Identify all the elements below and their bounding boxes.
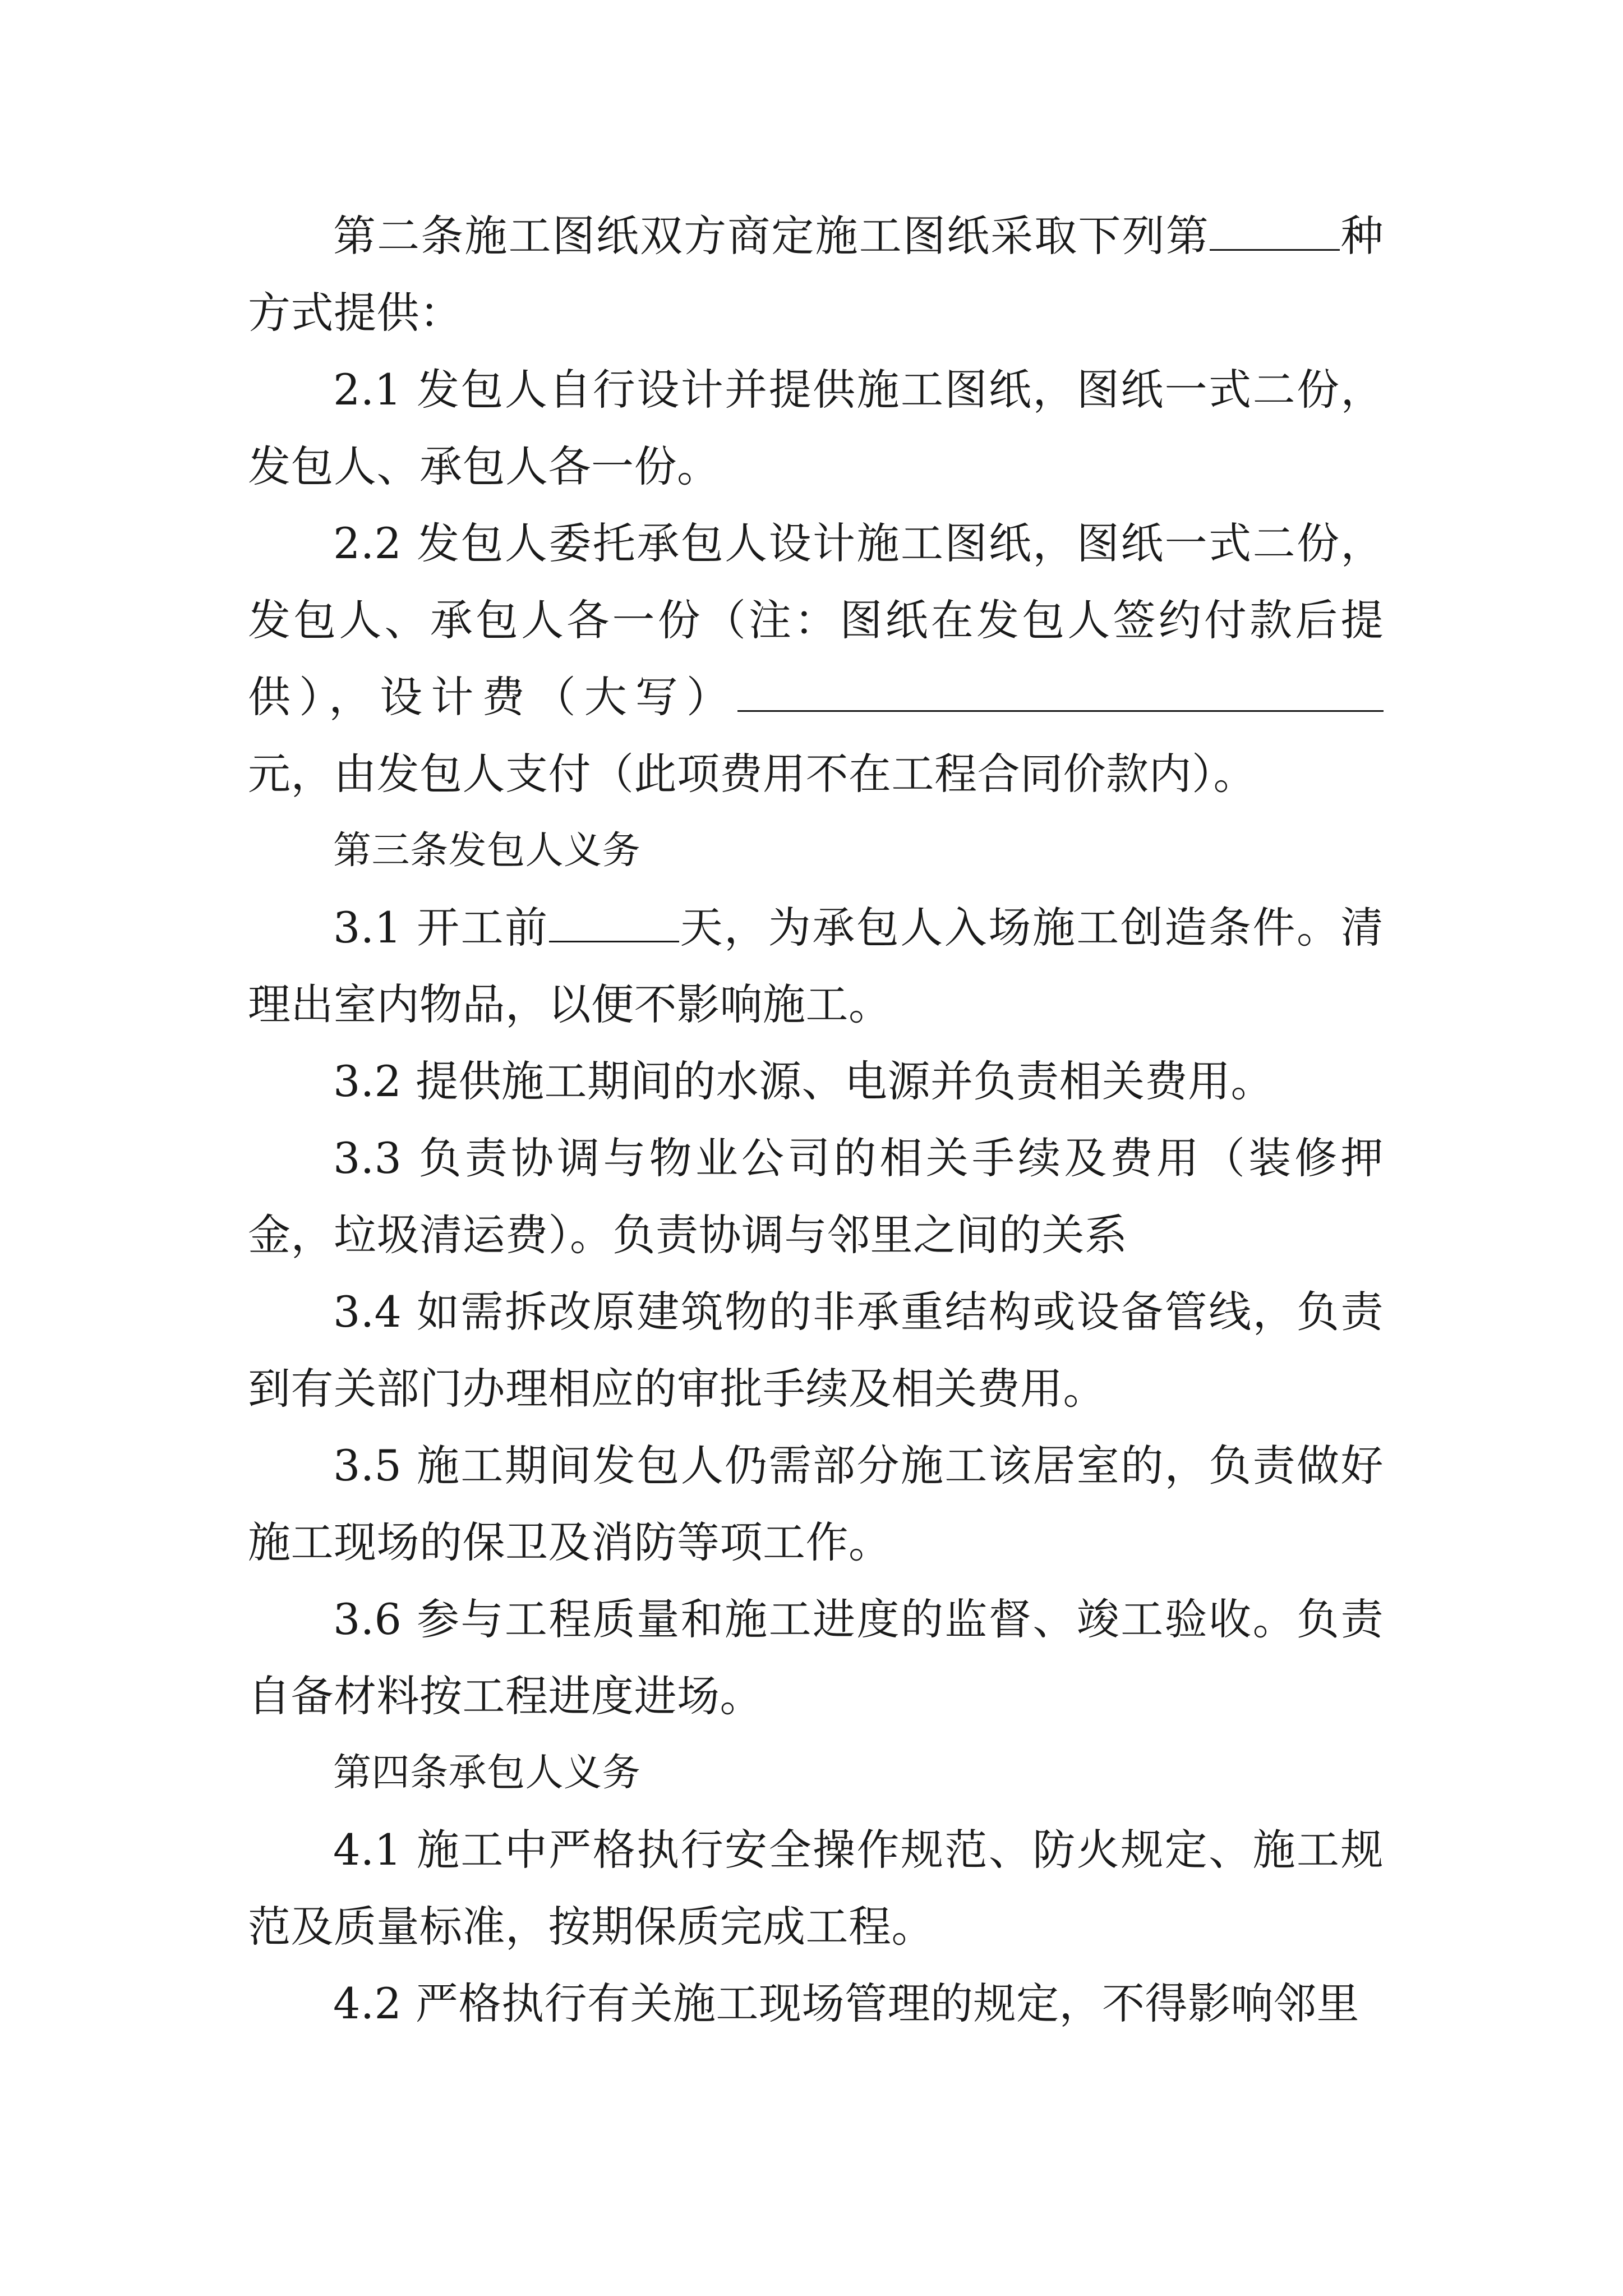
contract-body	[248, 197, 1384, 2042]
clause-3-5: 3.5 施工期间发包人仍需部分施工该居室的，负责做好施工现场的保卫及消防等项工作。	[248, 1441, 1384, 1567]
clause-4-2: 4.2 严格执行有关施工现场管理的规定，不得影响邻里	[333, 1978, 1360, 2028]
clause-2-2-text-start: 2.2 发包人委托承包人设计施工图纸，图纸一式二份，发包人、承包人各一份（注：图纸在发包人签约付款后提供），设计费（大写）	[248, 518, 1384, 722]
clause-3-1	[248, 889, 1384, 1043]
clause-2-intro	[248, 197, 1384, 351]
clause-3-1-text-start: 3.1 开工前	[333, 903, 549, 953]
clause-3-4: 3.4 如需拆改原建筑物的非承重结构或设备管线，负责到有关部门办理相应的审批手续及相关费用。	[248, 1287, 1384, 1414]
clause-2-text-start: 第二条施工图纸双方商定施工图纸采取下列第	[333, 211, 1210, 261]
clause-2-2	[248, 505, 1384, 812]
clause-3-6: 3.6 参与工程质量和施工进度的监督、竣工验收。负责自备材料按工程进度进场。	[248, 1594, 1384, 1721]
method-number-blank[interactable]	[1210, 213, 1340, 251]
clause-4-title: 第四条承包人义务	[333, 1751, 641, 1795]
clause-3-2: 3.2 提供施工期间的水源、电源并负责相关费用。	[333, 1056, 1274, 1106]
clause-4-1: 4.1 施工中严格执行安全操作规范、防火规定、施工规范及质量标准，按期保质完成工程。	[248, 1825, 1384, 1952]
clause-2-text-end: 种方式提供：	[248, 211, 1384, 338]
clause-3-title: 第三条发包人义务	[333, 829, 641, 873]
clause-3-1-text-end: 天，为承包人入场施工创造条件。清理出室内物品，以便不影响施工。	[248, 903, 1384, 1029]
days-before-start-blank[interactable]	[549, 905, 679, 942]
clause-2-1: 2.1 发包人自行设计并提供施工图纸，图纸一式二份，发包人、承包人各一份。	[248, 365, 1384, 491]
design-fee-blank[interactable]	[737, 674, 1384, 712]
clause-3-3: 3.3 负责协调与物业公司的相关手续及费用（装修押金，垃圾清运费）。负责协调与邻里之间的关系	[248, 1133, 1384, 1260]
clause-2-2-text-end: 元，由发包人支付（此项费用不在工程合同价款内）。	[248, 749, 1256, 799]
